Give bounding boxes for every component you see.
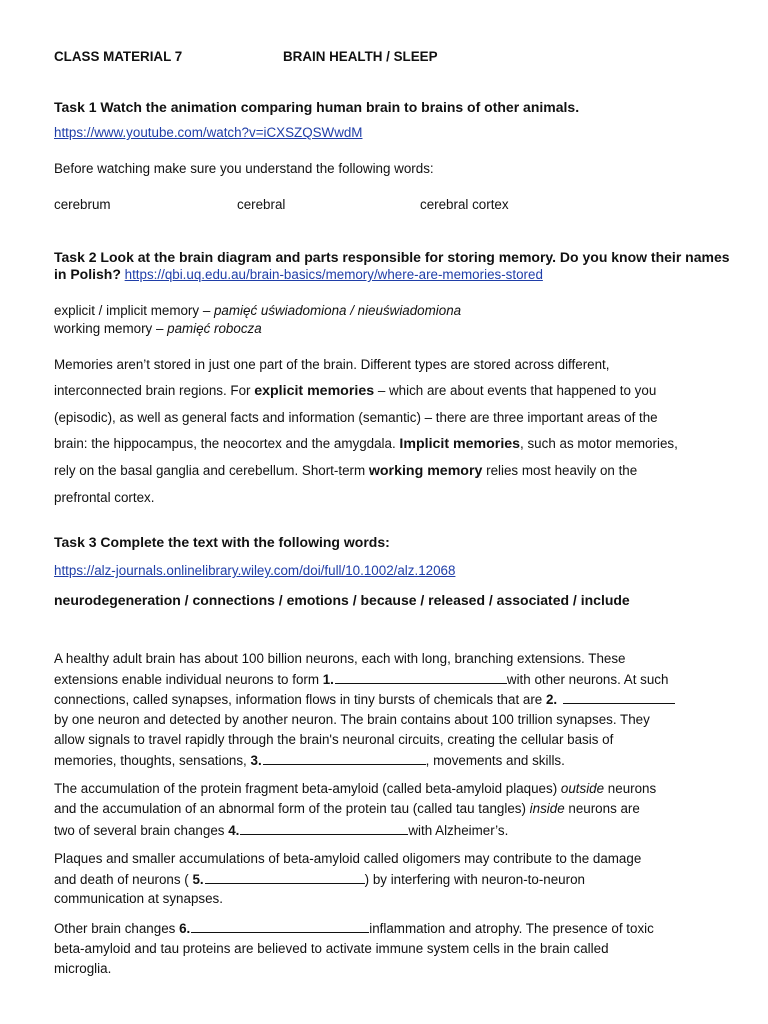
topic-title: BRAIN HEALTH / SLEEP: [283, 49, 438, 64]
glossary-pl: pamięć uświadomiona / nieuświadomiona: [213, 303, 462, 318]
task2-heading-line2: [54, 266, 543, 282]
blank-number-6: 6.: [179, 921, 191, 936]
glossary-pl: pamięć robocza: [167, 321, 262, 336]
class-material-label: CLASS MATERIAL 7: [54, 49, 183, 64]
blank-2[interactable]: [563, 691, 675, 704]
task1-heading: Task 1 Watch the animation comparing human brain to brains of other animals.: [54, 99, 580, 115]
term-implicit-memories: Implicit memories: [399, 436, 521, 452]
blank-number-4: 4.: [228, 823, 240, 838]
glossary-en: explicit / implicit memory: [54, 303, 200, 318]
blank-5[interactable]: [205, 871, 365, 884]
blank-number-2: 2.: [545, 692, 558, 707]
task1-instruction: Before watching make sure you understand the following words:: [54, 161, 434, 176]
task1-link[interactable]: https://www.youtube.com/watch?v=iCXSZQSWwdM: [54, 125, 363, 140]
task2-heading: Task 2 Look at the brain diagram and parts responsible for storing memory. Do you know their names: [54, 249, 730, 265]
blank-4[interactable]: [240, 822, 408, 835]
glossary-item: explicit / implicit memory – pamięć uświadomiona / nieuświadomiona: [54, 303, 462, 318]
blank-6[interactable]: [191, 920, 369, 933]
blank-3[interactable]: [263, 752, 426, 765]
term-explicit-memories: explicit memories: [254, 383, 375, 399]
term-working-memory: working memory: [368, 463, 483, 479]
blank-1[interactable]: [335, 671, 507, 684]
glossary-item: working memory – pamięć robocza: [54, 321, 262, 336]
task1-word-2: cerebral: [237, 197, 286, 212]
blank-number-3: 3.: [250, 753, 262, 768]
task3-heading: Task 3 Complete the text with the following words:: [54, 534, 390, 550]
task2-link[interactable]: https://qbi.uq.edu.au/brain-basics/memory/where-are-memories-stored: [124, 267, 543, 282]
blank-number-1: 1.: [322, 672, 334, 687]
word-bank: neurodegeneration / connections / emotions / because / released / associated / include: [54, 592, 630, 608]
blank-number-5: 5.: [192, 872, 204, 887]
task3-link[interactable]: https://alz-journals.onlinelibrary.wiley.com/doi/full/10.1002/alz.12068: [54, 563, 456, 578]
task1-word-1: cerebrum: [54, 197, 111, 212]
task1-word-3: cerebral cortex: [420, 197, 509, 212]
task2-heading-polish: in Polish?: [54, 266, 121, 282]
glossary-en: working memory: [54, 321, 153, 336]
